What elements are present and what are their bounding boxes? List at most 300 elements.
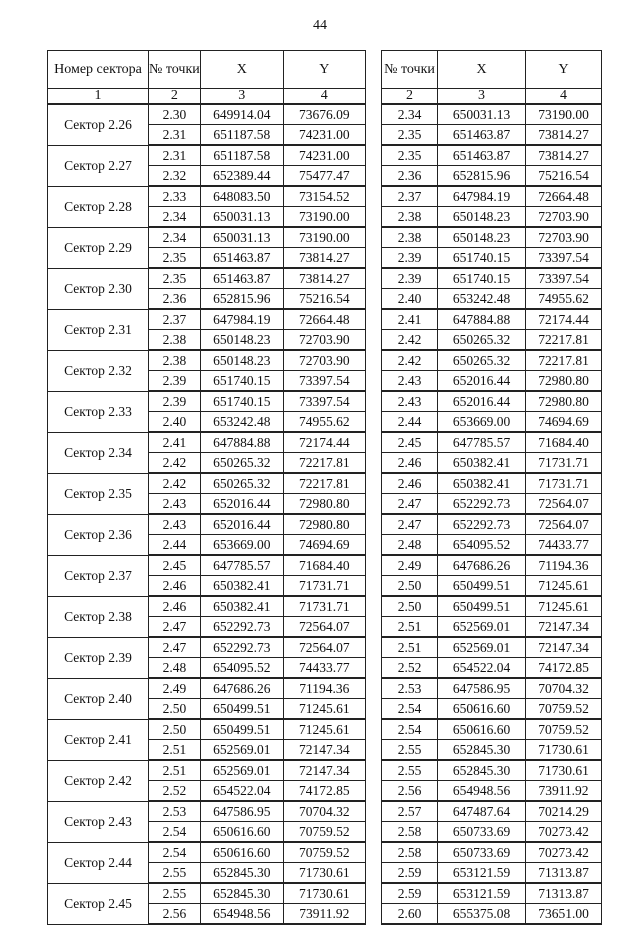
right-table-body	[382, 104, 602, 924]
point-number: 2.52	[149, 781, 201, 802]
page-number: 44	[313, 18, 327, 33]
table-row	[48, 555, 366, 576]
point-number: 2.32	[149, 166, 201, 187]
point-number: 2.58	[382, 822, 438, 843]
x-coordinate: 647686.26	[200, 678, 283, 699]
point-number: 2.47	[382, 494, 438, 515]
y-coordinate: 73397.54	[526, 248, 602, 269]
x-coordinate: 647686.26	[438, 555, 526, 576]
point-number: 2.55	[149, 863, 201, 884]
y-coordinate: 72174.44	[283, 432, 365, 453]
x-coordinate: 650031.13	[438, 104, 526, 125]
point-number: 2.47	[149, 617, 201, 638]
point-number: 2.50	[149, 699, 201, 720]
point-number: 2.30	[149, 104, 201, 125]
x-coordinate: 653669.00	[438, 412, 526, 433]
y-coordinate: 71194.36	[526, 555, 602, 576]
point-number: 2.35	[149, 268, 201, 289]
table-row	[382, 514, 602, 535]
point-number: 2.46	[149, 596, 201, 617]
y-coordinate: 73676.09	[283, 104, 365, 125]
y-coordinate: 71731.71	[526, 473, 602, 494]
point-number: 2.47	[382, 514, 438, 535]
sector-name: Сектор 2.39	[48, 637, 149, 678]
y-coordinate: 73814.27	[283, 268, 365, 289]
y-coordinate: 72703.90	[526, 227, 602, 248]
point-number: 2.58	[382, 842, 438, 863]
point-number: 2.50	[382, 576, 438, 597]
x-coordinate: 654095.52	[438, 535, 526, 556]
table-row	[48, 883, 366, 904]
table-row	[48, 432, 366, 453]
table-row	[382, 473, 602, 494]
point-number: 2.54	[149, 842, 201, 863]
table-row	[48, 145, 366, 166]
x-coordinate: 652016.44	[200, 494, 283, 515]
sector-name: Сектор 2.45	[48, 883, 149, 924]
table-row	[382, 576, 602, 597]
column-number: 4	[526, 89, 602, 105]
sector-name: Сектор 2.28	[48, 186, 149, 227]
point-number: 2.49	[382, 555, 438, 576]
y-coordinate: 74694.69	[283, 535, 365, 556]
table-row	[382, 145, 602, 166]
y-coordinate: 73397.54	[283, 391, 365, 412]
y-coordinate: 72147.34	[283, 760, 365, 781]
x-coordinate: 650265.32	[200, 473, 283, 494]
table-row	[48, 842, 366, 863]
table-row	[382, 227, 602, 248]
y-coordinate: 72217.81	[526, 350, 602, 371]
y-coordinate: 74433.77	[283, 658, 365, 679]
right-header-row	[382, 51, 602, 89]
point-number: 2.49	[149, 678, 201, 699]
table-row	[382, 371, 602, 392]
y-coordinate: 73397.54	[283, 371, 365, 392]
table-row	[382, 186, 602, 207]
x-coordinate: 650148.23	[438, 207, 526, 228]
x-coordinate: 652292.73	[438, 494, 526, 515]
point-number: 2.31	[149, 145, 201, 166]
x-coordinate: 647884.88	[438, 309, 526, 330]
x-coordinate: 650499.51	[438, 596, 526, 617]
y-coordinate: 72217.81	[283, 473, 365, 494]
point-number: 2.35	[382, 125, 438, 146]
table-row	[382, 883, 602, 904]
x-coordinate: 650616.60	[438, 719, 526, 740]
y-coordinate: 72980.80	[526, 391, 602, 412]
table-row	[48, 104, 366, 125]
y-coordinate: 72217.81	[283, 453, 365, 474]
x-coordinate: 652569.01	[200, 760, 283, 781]
point-number: 2.34	[149, 227, 201, 248]
x-coordinate: 652845.30	[200, 883, 283, 904]
y-coordinate: 70759.52	[283, 822, 365, 843]
table-row	[382, 166, 602, 187]
sector-name: Сектор 2.44	[48, 842, 149, 883]
x-coordinate: 651187.58	[200, 145, 283, 166]
point-number: 2.39	[149, 391, 201, 412]
x-coordinate: 653121.59	[438, 863, 526, 884]
table-row	[48, 719, 366, 740]
x-coordinate: 650733.69	[438, 822, 526, 843]
point-number: 2.55	[149, 883, 201, 904]
point-number: 2.51	[149, 760, 201, 781]
y-coordinate: 73814.27	[526, 125, 602, 146]
x-coordinate: 652815.96	[200, 289, 283, 310]
column-number: 2	[382, 89, 438, 105]
y-coordinate: 71684.40	[526, 432, 602, 453]
y-coordinate: 73154.52	[283, 186, 365, 207]
y-coordinate: 72564.07	[526, 494, 602, 515]
table-row	[382, 760, 602, 781]
y-coordinate: 70759.52	[526, 719, 602, 740]
y-coordinate: 74172.85	[526, 658, 602, 679]
y-coordinate: 70704.32	[283, 801, 365, 822]
x-coordinate: 652845.30	[438, 760, 526, 781]
point-number: 2.44	[382, 412, 438, 433]
point-number: 2.51	[149, 740, 201, 761]
y-coordinate: 73397.54	[526, 268, 602, 289]
x-coordinate: 650265.32	[200, 453, 283, 474]
x-coordinate: 650382.41	[438, 473, 526, 494]
y-coordinate: 71245.61	[526, 596, 602, 617]
y-coordinate: 72980.80	[283, 514, 365, 535]
x-coordinate: 650031.13	[200, 207, 283, 228]
table-row	[382, 391, 602, 412]
point-number: 2.48	[149, 658, 201, 679]
point-number: 2.39	[382, 268, 438, 289]
right-coordinates-table	[381, 50, 602, 925]
table-row	[382, 125, 602, 146]
point-number: 2.40	[149, 412, 201, 433]
table-row	[382, 904, 602, 925]
point-number: 2.43	[382, 391, 438, 412]
table-row	[48, 309, 366, 330]
y-coordinate: 72703.90	[283, 350, 365, 371]
left-column-number-row	[48, 89, 366, 105]
x-coordinate: 651740.15	[200, 371, 283, 392]
table-row	[382, 494, 602, 515]
table-row	[382, 596, 602, 617]
x-coordinate: 650499.51	[200, 699, 283, 720]
x-coordinate: 652845.30	[438, 740, 526, 761]
table-row	[48, 391, 366, 412]
y-coordinate: 74231.00	[283, 125, 365, 146]
x-coordinate: 647586.95	[200, 801, 283, 822]
point-number: 2.53	[149, 801, 201, 822]
header-x: X	[438, 51, 526, 89]
point-number: 2.37	[382, 186, 438, 207]
x-coordinate: 652292.73	[438, 514, 526, 535]
table-row	[48, 596, 366, 617]
point-number: 2.43	[382, 371, 438, 392]
y-coordinate: 71731.71	[283, 596, 365, 617]
y-coordinate: 72703.90	[526, 207, 602, 228]
y-coordinate: 71684.40	[283, 555, 365, 576]
y-coordinate: 70704.32	[526, 678, 602, 699]
point-number: 2.41	[382, 309, 438, 330]
x-coordinate: 652389.44	[200, 166, 283, 187]
y-coordinate: 73190.00	[526, 104, 602, 125]
y-coordinate: 71313.87	[526, 883, 602, 904]
x-coordinate: 650382.41	[438, 453, 526, 474]
point-number: 2.59	[382, 863, 438, 884]
header-y: Y	[526, 51, 602, 89]
point-number: 2.35	[382, 145, 438, 166]
table-row	[382, 678, 602, 699]
x-coordinate: 650616.60	[200, 822, 283, 843]
x-coordinate: 652569.01	[438, 617, 526, 638]
point-number: 2.55	[382, 740, 438, 761]
y-coordinate: 72217.81	[526, 330, 602, 351]
point-number: 2.56	[382, 781, 438, 802]
x-coordinate: 647984.19	[200, 309, 283, 330]
point-number: 2.55	[382, 760, 438, 781]
x-coordinate: 650148.23	[200, 350, 283, 371]
y-coordinate: 71245.61	[283, 699, 365, 720]
point-number: 2.36	[149, 289, 201, 310]
y-coordinate: 72980.80	[526, 371, 602, 392]
y-coordinate: 74231.00	[283, 145, 365, 166]
x-coordinate: 651463.87	[438, 125, 526, 146]
point-number: 2.54	[149, 822, 201, 843]
table-row	[382, 289, 602, 310]
y-coordinate: 71245.61	[283, 719, 365, 740]
column-number: 3	[438, 89, 526, 105]
y-coordinate: 75216.54	[526, 166, 602, 187]
column-number: 4	[283, 89, 365, 105]
sector-name: Сектор 2.31	[48, 309, 149, 350]
right-column-number-row	[382, 89, 602, 105]
x-coordinate: 651463.87	[200, 268, 283, 289]
sector-name: Сектор 2.29	[48, 227, 149, 268]
y-coordinate: 73651.00	[526, 904, 602, 925]
y-coordinate: 70759.52	[526, 699, 602, 720]
sector-name: Сектор 2.30	[48, 268, 149, 309]
sector-name: Сектор 2.42	[48, 760, 149, 801]
y-coordinate: 73911.92	[283, 904, 365, 925]
x-coordinate: 647984.19	[438, 186, 526, 207]
x-coordinate: 651740.15	[200, 391, 283, 412]
table-row	[382, 637, 602, 658]
y-coordinate: 71730.61	[283, 863, 365, 884]
x-coordinate: 650382.41	[200, 576, 283, 597]
y-coordinate: 71730.61	[526, 760, 602, 781]
header-sector-number: Номер сектора	[48, 51, 149, 89]
y-coordinate: 75216.54	[283, 289, 365, 310]
point-number: 2.51	[382, 637, 438, 658]
y-coordinate: 71730.61	[283, 883, 365, 904]
header-x: X	[200, 51, 283, 89]
y-coordinate: 72980.80	[283, 494, 365, 515]
point-number: 2.59	[382, 883, 438, 904]
y-coordinate: 72147.34	[526, 617, 602, 638]
x-coordinate: 651740.15	[438, 268, 526, 289]
x-coordinate: 653242.48	[438, 289, 526, 310]
y-coordinate: 74955.62	[526, 289, 602, 310]
x-coordinate: 650265.32	[438, 350, 526, 371]
x-coordinate: 647785.57	[200, 555, 283, 576]
table-row	[48, 186, 366, 207]
point-number: 2.45	[382, 432, 438, 453]
point-number: 2.36	[382, 166, 438, 187]
point-number: 2.38	[382, 227, 438, 248]
table-row	[382, 104, 602, 125]
point-number: 2.47	[149, 637, 201, 658]
point-number: 2.46	[382, 453, 438, 474]
x-coordinate: 654095.52	[200, 658, 283, 679]
y-coordinate: 73814.27	[526, 145, 602, 166]
x-coordinate: 653669.00	[200, 535, 283, 556]
sector-name: Сектор 2.27	[48, 145, 149, 186]
table-row	[382, 330, 602, 351]
left-header-row	[48, 51, 366, 89]
y-coordinate: 71194.36	[283, 678, 365, 699]
point-number: 2.39	[149, 371, 201, 392]
point-number: 2.39	[382, 248, 438, 269]
y-coordinate: 71313.87	[526, 863, 602, 884]
point-number: 2.35	[149, 248, 201, 269]
y-coordinate: 74694.69	[526, 412, 602, 433]
x-coordinate: 650616.60	[438, 699, 526, 720]
table-row	[382, 432, 602, 453]
y-coordinate: 72564.07	[283, 617, 365, 638]
x-coordinate: 652845.30	[200, 863, 283, 884]
y-coordinate: 72664.48	[526, 186, 602, 207]
point-number: 2.43	[149, 514, 201, 535]
point-number: 2.38	[149, 350, 201, 371]
x-coordinate: 652292.73	[200, 617, 283, 638]
x-coordinate: 652815.96	[438, 166, 526, 187]
x-coordinate: 655375.08	[438, 904, 526, 925]
point-number: 2.48	[382, 535, 438, 556]
x-coordinate: 651740.15	[438, 248, 526, 269]
header-y: Y	[283, 51, 365, 89]
x-coordinate: 654522.04	[200, 781, 283, 802]
y-coordinate: 71731.71	[526, 453, 602, 474]
x-coordinate: 651187.58	[200, 125, 283, 146]
y-coordinate: 70214.29	[526, 801, 602, 822]
table-row	[382, 350, 602, 371]
column-number: 2	[149, 89, 201, 105]
table-row	[382, 412, 602, 433]
x-coordinate: 649914.04	[200, 104, 283, 125]
table-row	[382, 658, 602, 679]
y-coordinate: 72147.34	[526, 637, 602, 658]
column-number: 1	[48, 89, 149, 105]
x-coordinate: 652569.01	[438, 637, 526, 658]
header-point-number: № точки	[149, 51, 201, 89]
x-coordinate: 650499.51	[200, 719, 283, 740]
table-row	[382, 842, 602, 863]
table-row	[382, 699, 602, 720]
y-coordinate: 72174.44	[526, 309, 602, 330]
y-coordinate: 73190.00	[283, 227, 365, 248]
y-coordinate: 71245.61	[526, 576, 602, 597]
table-row	[48, 514, 366, 535]
point-number: 2.60	[382, 904, 438, 925]
point-number: 2.38	[149, 330, 201, 351]
sector-name: Сектор 2.35	[48, 473, 149, 514]
y-coordinate: 72564.07	[526, 514, 602, 535]
point-number: 2.54	[382, 719, 438, 740]
sector-name: Сектор 2.37	[48, 555, 149, 596]
x-coordinate: 650382.41	[200, 596, 283, 617]
point-number: 2.45	[149, 555, 201, 576]
x-coordinate: 650031.13	[200, 227, 283, 248]
x-coordinate: 647785.57	[438, 432, 526, 453]
table-row	[48, 227, 366, 248]
table-row	[382, 268, 602, 289]
table-row	[382, 248, 602, 269]
table-row	[48, 637, 366, 658]
x-coordinate: 650265.32	[438, 330, 526, 351]
x-coordinate: 647586.95	[438, 678, 526, 699]
table-row	[48, 801, 366, 822]
table-row	[382, 535, 602, 556]
point-number: 2.43	[149, 494, 201, 515]
sector-name: Сектор 2.38	[48, 596, 149, 637]
table-row	[48, 678, 366, 699]
point-number: 2.46	[149, 576, 201, 597]
x-coordinate: 650499.51	[438, 576, 526, 597]
x-coordinate: 653242.48	[200, 412, 283, 433]
y-coordinate: 72564.07	[283, 637, 365, 658]
y-coordinate: 70759.52	[283, 842, 365, 863]
x-coordinate: 650616.60	[200, 842, 283, 863]
point-number: 2.33	[149, 186, 201, 207]
sector-name: Сектор 2.43	[48, 801, 149, 842]
y-coordinate: 72703.90	[283, 330, 365, 351]
x-coordinate: 652016.44	[200, 514, 283, 535]
y-coordinate: 70273.42	[526, 842, 602, 863]
table-row	[382, 719, 602, 740]
x-coordinate: 652016.44	[438, 371, 526, 392]
point-number: 2.42	[149, 473, 201, 494]
x-coordinate: 647884.88	[200, 432, 283, 453]
x-coordinate: 653121.59	[438, 883, 526, 904]
table-row	[382, 453, 602, 474]
table-row	[382, 781, 602, 802]
x-coordinate: 651463.87	[200, 248, 283, 269]
sector-name: Сектор 2.32	[48, 350, 149, 391]
header-point-number: № точки	[382, 51, 438, 89]
point-number: 2.52	[382, 658, 438, 679]
y-coordinate: 71731.71	[283, 576, 365, 597]
sector-name: Сектор 2.26	[48, 104, 149, 145]
sector-name: Сектор 2.34	[48, 432, 149, 473]
y-coordinate: 73911.92	[526, 781, 602, 802]
table-row	[48, 268, 366, 289]
point-number: 2.46	[382, 473, 438, 494]
sector-name: Сектор 2.41	[48, 719, 149, 760]
point-number: 2.51	[382, 617, 438, 638]
point-number: 2.38	[382, 207, 438, 228]
point-number: 2.42	[149, 453, 201, 474]
y-coordinate: 72147.34	[283, 740, 365, 761]
x-coordinate: 650148.23	[438, 227, 526, 248]
table-row	[382, 740, 602, 761]
y-coordinate: 74955.62	[283, 412, 365, 433]
x-coordinate: 654522.04	[438, 658, 526, 679]
x-coordinate: 648083.50	[200, 186, 283, 207]
sector-name: Сектор 2.36	[48, 514, 149, 555]
y-coordinate: 72664.48	[283, 309, 365, 330]
point-number: 2.34	[382, 104, 438, 125]
y-coordinate: 74433.77	[526, 535, 602, 556]
point-number: 2.44	[149, 535, 201, 556]
